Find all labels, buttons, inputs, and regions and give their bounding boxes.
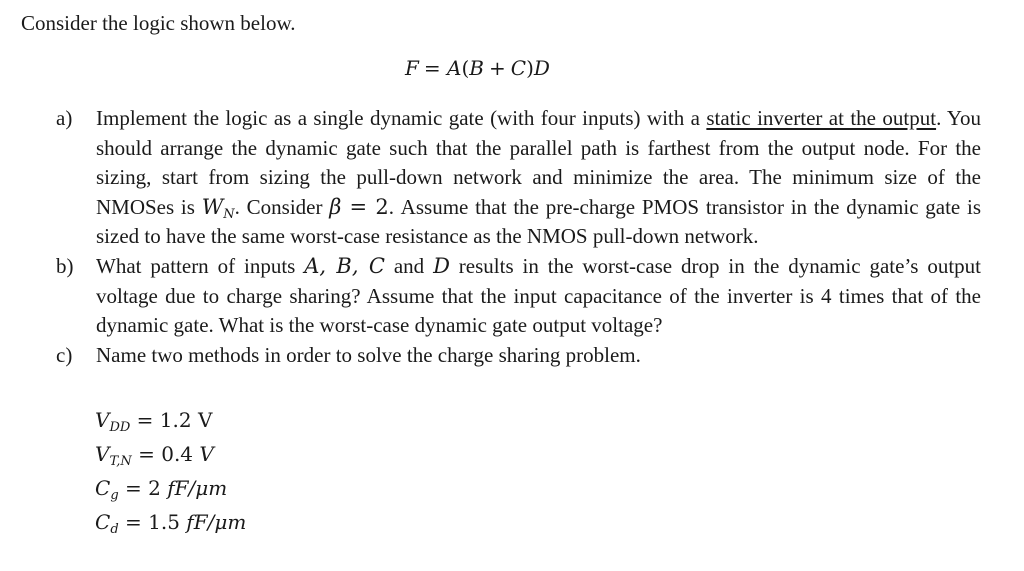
eq-a: A xyxy=(447,56,462,80)
wn-symbol: $W_N$ xyxy=(201,194,235,222)
question-c-label: c) xyxy=(56,342,73,367)
beta-symbol: β xyxy=(329,194,342,219)
question-b xyxy=(56,252,981,341)
question-a-text: Implement the logic as a single dynamic gate (with four inputs) with a static inverter at the output. You should arrange the dynamic gate such that the parallel path is farthest from the output node. For the sizing, start from sizing the pull-down network and minimize the area. The minimum size of the NMOSes is $W_N$. Consider β = 2. Assume that the pre-charge PMOS transistor in the dynamic gate is sized to have the same worst-case resistance as the NMOS pull-down network. xyxy=(96,106,981,249)
parameter-list xyxy=(95,403,246,539)
eq-equals: = xyxy=(423,56,441,80)
eq-lhs: F xyxy=(405,56,419,80)
param-cg: $C_g = 2$ fF/μm xyxy=(95,476,228,503)
param-cd: $C_d = 1.5$ fF/μm xyxy=(95,510,247,537)
inputs-abc: A, B, C xyxy=(304,253,385,278)
input-d: D xyxy=(433,253,450,278)
eq-c: C xyxy=(510,56,527,80)
intro-text: Consider the logic shown below. xyxy=(21,11,296,35)
eq-open-paren: ( xyxy=(461,56,470,80)
question-c-text: Name two methods in order to solve the charge sharing problem. xyxy=(96,342,641,367)
question-c xyxy=(56,341,981,371)
question-a-label: a) xyxy=(56,106,73,130)
question-list xyxy=(56,104,981,370)
eq-close-paren: ) xyxy=(526,56,534,80)
eq-d: D xyxy=(533,56,550,80)
logic-equation xyxy=(405,54,550,83)
param-vtn: $V_{T,N} = 0.4$ V xyxy=(95,442,214,469)
question-a xyxy=(56,104,981,252)
eq-plus: + xyxy=(488,56,506,80)
question-b-text: What pattern of inputs A, B, C and D results in the worst-case drop in the dynamic gate’s output voltage due to charge sharing? Assume that the input capacitance of the inverter is 4 times that of the dynamic gate. What is the worst-case dynamic gate output voltage? xyxy=(96,253,981,338)
underlined-phrase: static inverter at the output xyxy=(706,106,937,130)
param-vdd: $V_{DD} = 1.2$ V xyxy=(95,408,213,435)
beta-value: = 2 xyxy=(341,194,389,219)
question-b-label: b) xyxy=(56,253,74,278)
eq-b: B xyxy=(469,56,484,80)
